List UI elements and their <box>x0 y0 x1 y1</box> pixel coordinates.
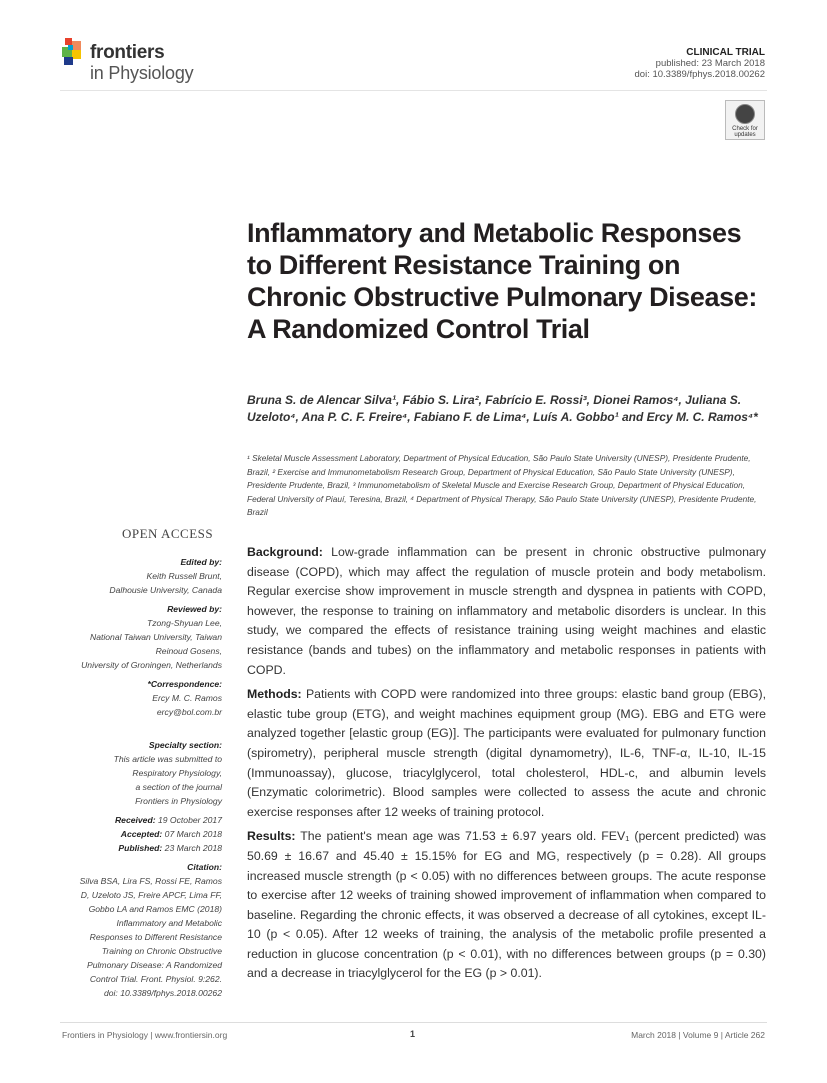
article-sidebar <box>56 555 222 1000</box>
published-label: Published: <box>118 843 163 853</box>
citation-doi[interactable]: doi: 10.3389/fphys.2018.00262 <box>103 988 222 998</box>
citation-line: D, Uzeloto JS, Freire APCF, Lima FF, <box>80 890 222 900</box>
footer-issue-info: March 2018 | Volume 9 | Article 262 <box>631 1030 765 1040</box>
abstract-background <box>247 543 766 680</box>
accepted-value: 07 March 2018 <box>164 829 222 839</box>
citation-line: Inflammatory and Metabolic <box>116 918 222 928</box>
specialty-line: Frontiers in Physiology <box>135 796 222 806</box>
reviewed-by-label: Reviewed by: <box>167 604 222 614</box>
received-label: Received: <box>114 815 156 825</box>
received-value: 19 October 2017 <box>157 815 222 825</box>
citation-line: Control Trial. Front. Physiol. 9:262. <box>89 974 222 984</box>
published-date-side <box>56 841 222 855</box>
reviewer-affiliation: National Taiwan University, Taiwan <box>90 632 222 642</box>
correspondence-label: *Correspondence: <box>147 679 222 689</box>
results-text: The patient's mean age was 71.53 ± 6.97 years old. FEV₁ (percent predicted) was 50.69 ± 16.67 and 45.40 ± 15.15% for EG and MG, respectively (p = 0.28). All groups increased muscle strength (p < 0.05) with no differences between groups. The acute response to exercise after 12 weeks of training showed improvement of inflammation when compared to baseline. Regarding the chronic effects, it was observed a decrease of all cytokines, except IL-10 (p < 0.05). After 12 weeks of training, the analysis of the metabolic profile presented a reduction in glucose concentration (p < 0.01), with no differences between groups (p = 0.30) and a decrease in triacylglycerol for the EG (p > 0.01). <box>247 829 766 981</box>
article-title: Inflammatory and Metabolic Responses to Different Resistance Training on Chronic Obstructive Pulmonary Disease: A Randomized Control Trial <box>247 218 757 344</box>
citation-line: Gobbo LA and Ramos EMC (2018) <box>88 904 222 914</box>
results-label: Results: <box>247 829 296 844</box>
article-header-info <box>635 47 765 80</box>
accepted-date <box>56 827 222 841</box>
specialty-line: a section of the journal <box>135 782 222 792</box>
specialty-line: Respiratory Physiology, <box>132 768 222 778</box>
page-number: 1 <box>410 1029 416 1039</box>
methods-label: Methods: <box>247 687 302 702</box>
journal-logo <box>62 36 222 86</box>
footer-journal-link[interactable]: Frontiers in Physiology | www.frontiersin.org <box>62 1030 228 1040</box>
abstract-results <box>247 827 766 984</box>
header-divider <box>60 90 767 91</box>
citation-label: Citation: <box>187 862 222 872</box>
correspondence-name: Ercy M. C. Ramos <box>152 693 222 703</box>
footer-divider <box>60 1022 767 1023</box>
specialty-section-label: Specialty section: <box>148 740 222 750</box>
author-list: Bruna S. de Alencar Silva¹, Fábio S. Lira², Fabrício E. Rossi³, Dionei Ramos⁴, Juliana S. Uzeloto⁴, Ana P. C. F. Freire⁴, Fabiano F. de Lima⁴, Luís A. Gobbo¹ and Ercy M. C. Ramos⁴* <box>247 393 758 424</box>
logo-text-journal: in Physiology <box>90 63 194 83</box>
reviewer-affiliation: University of Groningen, Netherlands <box>81 660 222 670</box>
received-date <box>56 813 222 827</box>
frontiers-logo-icon <box>62 38 88 66</box>
check-updates-icon <box>735 104 755 124</box>
citation-line: Responses to Different Resistance <box>89 932 222 942</box>
editor-name: Keith Russell Brunt, <box>146 571 222 581</box>
correspondence-email[interactable]: ercy@bol.com.br <box>156 707 222 717</box>
background-label: Background: <box>247 545 323 559</box>
affiliations: ¹ Skeletal Muscle Assessment Laboratory, Department of Physical Education, São Paulo State University (UNESP), Presidente Prudente, Brazil, ² Exercise and Immunometabolism Research Group, Department of Physical Education, São Paulo State University (UNESP), Presidente Prudente, Brazil, ³ Immunometabolism of Skeletal Muscle and Exercise Research Group, Department of Physical Education, Federal University of Piauí, Teresina, Brazil, ⁴ Department of Physical Therapy, São Paulo State University (UNESP), Presidente Prudente, Brazil <box>247 453 757 518</box>
published-value: 23 March 2018 <box>164 843 222 853</box>
accepted-label: Accepted: <box>120 829 163 839</box>
reviewer-name: Reinoud Gosens, <box>155 646 222 656</box>
check-for-updates-button[interactable] <box>725 100 765 140</box>
abstract-methods <box>247 685 766 822</box>
background-text: Low-grade inflammation can be present in chronic obstructive pulmonary disease (COPD), which may affect the regulation of muscle protein and body metabolism. Regular exercise show improvement in muscle strength and dyspnea in patients with COPD, however, the response to training on inflammatory and metabolic disorders is unclear. In this study, we compared the effects of resistance training using weight machines and elastic resistance (bands and tubes) on the inflammatory and metabolic responses in patients with COPD. <box>247 545 766 677</box>
published-date: published: 23 March 2018 <box>655 58 765 69</box>
specialty-line: This article was submitted to <box>113 754 222 764</box>
article-doi[interactable]: doi: 10.3389/fphys.2018.00262 <box>634 69 765 80</box>
article-type: CLINICAL TRIAL <box>686 47 765 58</box>
abstract <box>247 543 766 989</box>
methods-text: Patients with COPD were randomized into three groups: elastic band group (EBG), elastic tube group (ETG), and weight machines equipment group (MG). EBG and ETG were analyzed together [elastic group (EG)]. The participants were evaluated for pulmonary function (spirometry), peripheral muscle strength (digital dynamometry), IL-6, TNF-α, IL-10, IL-15 (Immunoassay), glucose, triacylglycerol, total cholesterol, HDL-c, and albumin levels (Enzymatic colorimetric). Blood samples were collected to assess the acute and chronic exercise responses after 12 weeks of training protocol. <box>247 687 766 819</box>
open-access-label: OPEN ACCESS <box>122 526 214 541</box>
citation-line: Training on Chronic Obstructive <box>101 946 222 956</box>
editor-affiliation: Dalhousie University, Canada <box>109 585 222 595</box>
citation-line: Pulmonary Disease: A Randomized <box>86 960 222 970</box>
citation-line: Silva BSA, Lira FS, Rossi FE, Ramos <box>79 876 222 886</box>
reviewer-name: Tzong-Shyuan Lee, <box>146 618 222 628</box>
check-updates-label: Check for updates <box>732 126 758 138</box>
edited-by-label: Edited by: <box>180 557 222 567</box>
logo-text-frontiers: frontiers <box>90 42 165 63</box>
